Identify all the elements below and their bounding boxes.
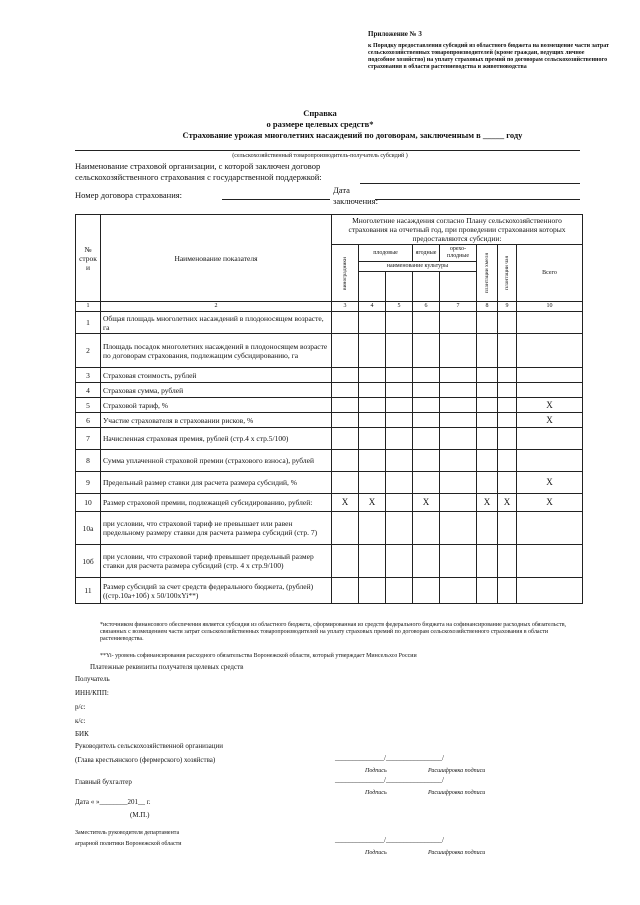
value-cell[interactable] [413, 334, 440, 368]
row-indicator-name: при условии, что страховой тариф превышает предельный размер ставки для расчета размера субсидий (стр. 4 х стр.9/100) [101, 545, 332, 578]
col-number: 9 [498, 302, 517, 312]
deputy-signature-caption: Подпись [365, 850, 387, 856]
value-cell: Х [413, 494, 440, 512]
value-cell[interactable] [332, 368, 359, 383]
value-cell[interactable] [359, 512, 386, 545]
value-cell[interactable] [332, 578, 359, 604]
value-cell[interactable] [413, 413, 440, 428]
value-cell[interactable] [477, 398, 498, 413]
value-cell: Х [498, 494, 517, 512]
row-indicator-name: Размер страховой премии, подлежащей субсидированию, рублей: [101, 494, 332, 512]
recipient-label: Получатель [75, 675, 110, 683]
deputy-decoding-caption: Расшифровка подписи [428, 850, 486, 856]
contract-label: Номер договора страхования: [75, 190, 183, 200]
value-cell[interactable] [413, 472, 440, 494]
value-cell[interactable] [332, 383, 359, 398]
value-cell[interactable] [498, 450, 517, 472]
date-label: Дата заключения: [333, 185, 378, 206]
value-cell[interactable] [413, 368, 440, 383]
value-cell[interactable] [359, 398, 386, 413]
value-cell[interactable] [517, 545, 583, 578]
row-number: 1 [76, 312, 101, 334]
row-number: 6 [76, 413, 101, 428]
insurer-label: Наименование страховой организации, с которой заключен договор сельскохозяйственного страхования с государственной поддержкой: [75, 161, 322, 182]
requisites-heading: Платежные реквизиты получателя целевых средств [90, 663, 244, 671]
value-cell[interactable] [386, 334, 413, 368]
value-cell: Х [359, 494, 386, 512]
value-cell[interactable] [498, 512, 517, 545]
date-value-line[interactable] [375, 199, 580, 200]
col-number: 5 [386, 302, 413, 312]
value-cell[interactable] [332, 428, 359, 450]
value-cell[interactable] [332, 398, 359, 413]
value-cell[interactable] [413, 398, 440, 413]
value-cell[interactable] [332, 312, 359, 334]
insurer-value-line[interactable] [360, 183, 580, 184]
value-cell[interactable] [332, 472, 359, 494]
value-cell[interactable] [386, 383, 413, 398]
date-line[interactable]: Дата « »________201__ г. [75, 798, 151, 806]
value-cell[interactable] [440, 472, 477, 494]
value-cell[interactable] [413, 512, 440, 545]
value-cell[interactable] [498, 312, 517, 334]
value-cell[interactable] [440, 545, 477, 578]
col-num-header: № строк и [76, 215, 101, 302]
deputy-label-1: Заместитель руководителя департамента [75, 830, 180, 836]
value-cell[interactable] [477, 512, 498, 545]
value-cell[interactable] [359, 312, 386, 334]
value-cell[interactable] [359, 413, 386, 428]
value-cell: Х [517, 472, 583, 494]
crop-hops: плантации хмеля [484, 252, 490, 294]
crop-tea: плантации чая [504, 256, 510, 290]
value-cell[interactable] [413, 578, 440, 604]
value-cell[interactable] [440, 383, 477, 398]
col-number: 10 [517, 302, 583, 312]
row-indicator-name: Сумма уплаченной страховой премии (страхового взноса), рублей [101, 450, 332, 472]
value-cell[interactable] [386, 428, 413, 450]
table-row [76, 413, 583, 428]
footnote-1: *источником финансового обеспечения является субсидия из областного бюджета, сформированная из средств федерального бюджета на софинансирование расходных обязательств, связанных с возмещением части затрат сельскохозяйственных товаропроизводителей на уплату страховых премий по договорам сельскохозяйственного страхования в области растениеводства. [100, 622, 567, 642]
row-indicator-name: Участие страхователя в страховании рисков, % [101, 413, 332, 428]
crop-vineyards: виноградники [342, 256, 348, 290]
value-cell[interactable] [517, 578, 583, 604]
value-cell[interactable] [332, 545, 359, 578]
accountant-signature-line[interactable]: ______________/________________/ [335, 776, 444, 784]
value-cell[interactable] [440, 334, 477, 368]
value-cell[interactable] [359, 383, 386, 398]
value-cell[interactable] [332, 413, 359, 428]
bik-label: БИК [75, 730, 89, 738]
value-cell[interactable] [440, 312, 477, 334]
value-cell[interactable] [517, 450, 583, 472]
crop-total: Всего [517, 245, 583, 302]
col-number: 1 [76, 302, 101, 312]
deputy-label-2: аграрной политики Воронежской области [75, 841, 182, 847]
table-row [76, 334, 583, 368]
value-cell[interactable] [386, 545, 413, 578]
value-cell[interactable] [517, 383, 583, 398]
table-row [76, 578, 583, 604]
value-cell[interactable] [413, 428, 440, 450]
appendix-text: к Порядку предоставления субсидий из областного бюджета на возмещение части затрат сельскохозяйственных товаропроизводителей (кроме граждан, ведущих личное подсобное хозяйство) на уплату страховых премий по договорам сельскохозяйственного страхования в области растениеводства и животноводства [368, 43, 609, 70]
value-cell[interactable] [359, 578, 386, 604]
deputy-signature-line[interactable]: ______________/________________/ [335, 836, 444, 844]
value-cell[interactable] [517, 334, 583, 368]
value-cell[interactable] [498, 545, 517, 578]
value-cell[interactable] [517, 428, 583, 450]
row-number: 10а [76, 512, 101, 545]
value-cell[interactable] [386, 578, 413, 604]
value-cell: Х [517, 413, 583, 428]
col-number: 8 [477, 302, 498, 312]
crop-nut: орехо- плодные [440, 245, 477, 262]
row-number: 10 [76, 494, 101, 512]
row-number: 7 [76, 428, 101, 450]
value-cell[interactable] [498, 578, 517, 604]
value-cell[interactable] [477, 334, 498, 368]
value-cell[interactable] [477, 383, 498, 398]
table-row [76, 383, 583, 398]
value-cell[interactable] [386, 512, 413, 545]
table-row [76, 398, 583, 413]
row-indicator-name: Страховая сумма, рублей [101, 383, 332, 398]
value-cell[interactable] [440, 428, 477, 450]
appendix-number: Приложение № 3 [368, 30, 422, 38]
value-cell[interactable] [359, 450, 386, 472]
head-signature-line[interactable]: ______________/________________/ [335, 754, 444, 762]
value-cell[interactable] [477, 312, 498, 334]
value-cell[interactable] [440, 512, 477, 545]
table-row [76, 545, 583, 578]
value-cell[interactable] [477, 472, 498, 494]
row-number: 3 [76, 368, 101, 383]
value-cell[interactable] [386, 398, 413, 413]
value-cell[interactable] [498, 428, 517, 450]
row-number: 11 [76, 578, 101, 604]
inn-label: ИНН/КПП: [75, 689, 109, 697]
value-cell[interactable] [413, 383, 440, 398]
col-number: 6 [413, 302, 440, 312]
value-cell[interactable] [498, 383, 517, 398]
head-label-1: Руководитель сельскохозяйственной организации [75, 742, 223, 750]
value-cell[interactable] [477, 413, 498, 428]
producer-caption: (сельскохозяйственный товаропроизводитель-получатель субсидий ) [232, 153, 408, 159]
value-cell[interactable] [498, 413, 517, 428]
value-cell[interactable] [477, 578, 498, 604]
row-number: 10б [76, 545, 101, 578]
table-row [76, 428, 583, 450]
col-number: 7 [440, 302, 477, 312]
value-cell[interactable] [517, 368, 583, 383]
col-number: 2 [101, 302, 332, 312]
value-cell[interactable] [386, 494, 413, 512]
row-indicator-name: Начисленная страховая премия, рублей (стр.4 х стр.5/100) [101, 428, 332, 450]
row-number: 5 [76, 398, 101, 413]
value-cell[interactable] [477, 368, 498, 383]
row-number: 8 [76, 450, 101, 472]
crop-names: наименование культуры [359, 262, 477, 272]
row-indicator-name: Предельный размер ставки для расчета размера субсидий, % [101, 472, 332, 494]
row-number: 4 [76, 383, 101, 398]
row-indicator-name: Общая площадь многолетних насаждений в плодоносящем возрасте, га [101, 312, 332, 334]
value-cell[interactable] [359, 545, 386, 578]
table-row [76, 472, 583, 494]
value-cell[interactable] [440, 413, 477, 428]
head-decoding-caption: Расшифровка подписи [428, 768, 486, 774]
value-cell[interactable] [413, 312, 440, 334]
producer-line [75, 150, 580, 151]
table-row [76, 312, 583, 334]
value-cell[interactable] [332, 512, 359, 545]
row-indicator-name: Размер субсидий за счет средств федерального бюджета, (рублей) ((стр.10а+10б) х 50/100хYi**) [101, 578, 332, 604]
accountant-label: Главный бухгалтер [75, 778, 132, 786]
value-cell: Х [517, 398, 583, 413]
value-cell[interactable] [413, 450, 440, 472]
table-row [76, 494, 583, 512]
value-cell[interactable] [477, 428, 498, 450]
row-indicator-name: Площадь посадок многолетних насаждений в плодоносящем возрасте по договорам страхования, подлежащим субсидированию, га [101, 334, 332, 368]
value-cell[interactable] [386, 472, 413, 494]
row-indicator-name: Страховая стоимость, рублей [101, 368, 332, 383]
value-cell[interactable] [440, 578, 477, 604]
value-cell[interactable] [498, 472, 517, 494]
crop-fruit: плодовые [359, 245, 413, 262]
row-indicator-name: при условии, что страховой тариф не превышает или равен предельному размеру ставки для расчета размера субсидий (стр. 7) [101, 512, 332, 545]
value-cell[interactable] [477, 545, 498, 578]
value-cell[interactable] [359, 428, 386, 450]
head-signature-caption: Подпись [365, 768, 387, 774]
ks-label: к/с: [75, 717, 86, 725]
indicators-table [75, 214, 583, 604]
value-cell[interactable] [498, 398, 517, 413]
table-row [76, 450, 583, 472]
value-cell[interactable] [440, 494, 477, 512]
value-cell[interactable] [498, 334, 517, 368]
crop-berry: ягодные [413, 245, 440, 262]
value-cell: Х [332, 494, 359, 512]
value-cell[interactable] [359, 334, 386, 368]
row-indicator-name: Страховой тариф, % [101, 398, 332, 413]
value-cell[interactable] [386, 312, 413, 334]
value-cell[interactable] [440, 368, 477, 383]
row-number: 9 [76, 472, 101, 494]
value-cell[interactable] [440, 450, 477, 472]
group-header: Многолетние насаждения согласно Плану сельскохозяйственного страхования на отчетный год, при проведении страхования которых предоставляются субсидии: [332, 215, 583, 245]
accountant-signature-caption: Подпись [365, 790, 387, 796]
value-cell: Х [517, 494, 583, 512]
footnote-2: **Yi- уровень софинансирования расходного обязательства Воронежской области, который утверждает Минсельхоз России [100, 653, 417, 659]
col-number: 3 [332, 302, 359, 312]
col-name-header: Наименование показателя [101, 215, 332, 302]
value-cell[interactable] [517, 312, 583, 334]
stamp-place: (М.П.) [130, 811, 150, 819]
value-cell[interactable] [359, 472, 386, 494]
doc-title: Справка [303, 108, 337, 118]
value-cell[interactable] [332, 450, 359, 472]
doc-title-line3: Страхование урожая многолетних насаждений по договорам, заключенным в _____ году [182, 130, 523, 140]
value-cell[interactable] [517, 512, 583, 545]
value-cell[interactable] [359, 368, 386, 383]
accountant-decoding-caption: Расшифровка подписи [428, 790, 486, 796]
value-cell[interactable] [498, 368, 517, 383]
col-number: 4 [359, 302, 386, 312]
table-row [76, 512, 583, 545]
value-cell[interactable] [332, 334, 359, 368]
rs-label: р/с: [75, 703, 86, 711]
doc-subtitle: о размере целевых средств* [266, 119, 374, 129]
value-cell[interactable] [477, 450, 498, 472]
row-number: 2 [76, 334, 101, 368]
head-label-2: (Глава крестьянского (фермерского) хозяйства) [75, 756, 216, 764]
table-row [76, 368, 583, 383]
value-cell[interactable] [386, 450, 413, 472]
value-cell[interactable] [413, 545, 440, 578]
contract-value-line[interactable] [222, 199, 330, 200]
value-cell[interactable] [386, 368, 413, 383]
value-cell[interactable] [440, 398, 477, 413]
value-cell[interactable] [386, 413, 413, 428]
value-cell: Х [477, 494, 498, 512]
